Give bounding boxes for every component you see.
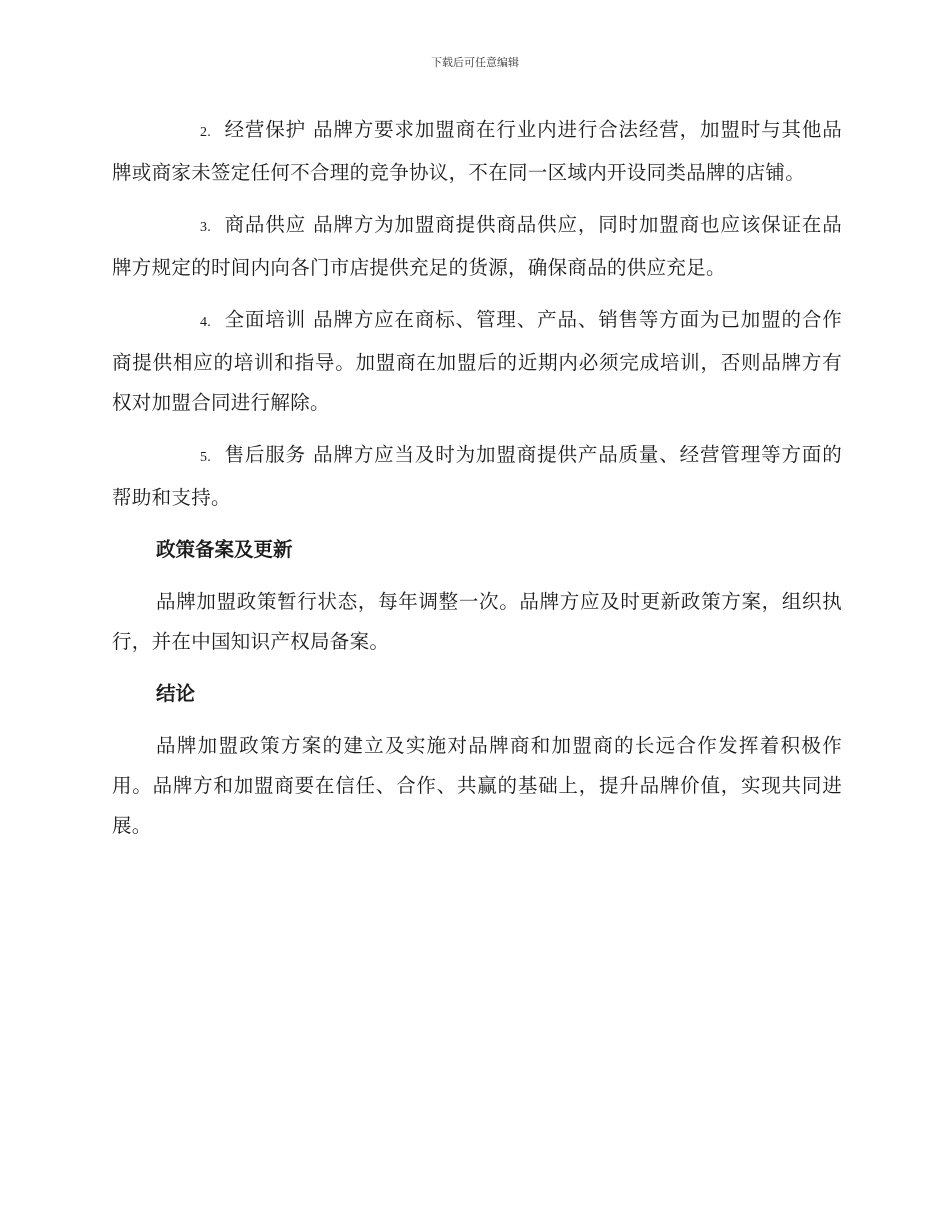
section-heading-policy: 政策备案及更新 bbox=[156, 538, 293, 561]
section-paragraph-conclusion: 品牌加盟政策方案的建立及实施对品牌商和加盟商的长远合作发挥着积极作用。品牌方和加盟商要在信任、合作、共赢的基础上，提升品牌价值，实现共同进展。 bbox=[112, 734, 842, 837]
list-item bbox=[112, 300, 842, 423]
list-item bbox=[112, 205, 842, 288]
item-number: 4. bbox=[200, 315, 212, 330]
item-text: 经营保护 品牌方要求加盟商在行业内进行合法经营，加盟时与其他品牌或商家未签定任何不合理的竞争协议，不在同一区域内开设同类品牌的店铺。 bbox=[112, 118, 842, 184]
item-number: 3. bbox=[200, 220, 212, 235]
list-item bbox=[112, 110, 842, 193]
item-text: 商品供应 品牌方为加盟商提供商品供应，同时加盟商也应该保证在品牌方规定的时间内向各门市店提供充足的货源，确保商品的供应充足。 bbox=[112, 213, 842, 279]
item-text: 售后服务 品牌方应当及时为加盟商提供产品质量、经营管理等方面的帮助和支持。 bbox=[112, 443, 842, 509]
document-body bbox=[112, 110, 842, 858]
section-paragraph-policy: 品牌加盟政策暂行状态，每年调整一次。品牌方应及时更新政策方案，组织执行，并在中国知识产权局备案。 bbox=[112, 590, 842, 653]
header-note: 下载后可任意编辑 bbox=[431, 56, 519, 69]
section-heading-conclusion: 结论 bbox=[156, 682, 196, 705]
item-number: 2. bbox=[200, 125, 212, 140]
item-text: 全面培训 品牌方应在商标、管理、产品、销售等方面为已加盟的合作商提供相应的培训和指导。加盟商在加盟后的近期内必须完成培训，否则品牌方有权对加盟合同进行解除。 bbox=[112, 308, 842, 414]
list-item bbox=[112, 435, 842, 518]
item-number: 5. bbox=[200, 450, 212, 465]
